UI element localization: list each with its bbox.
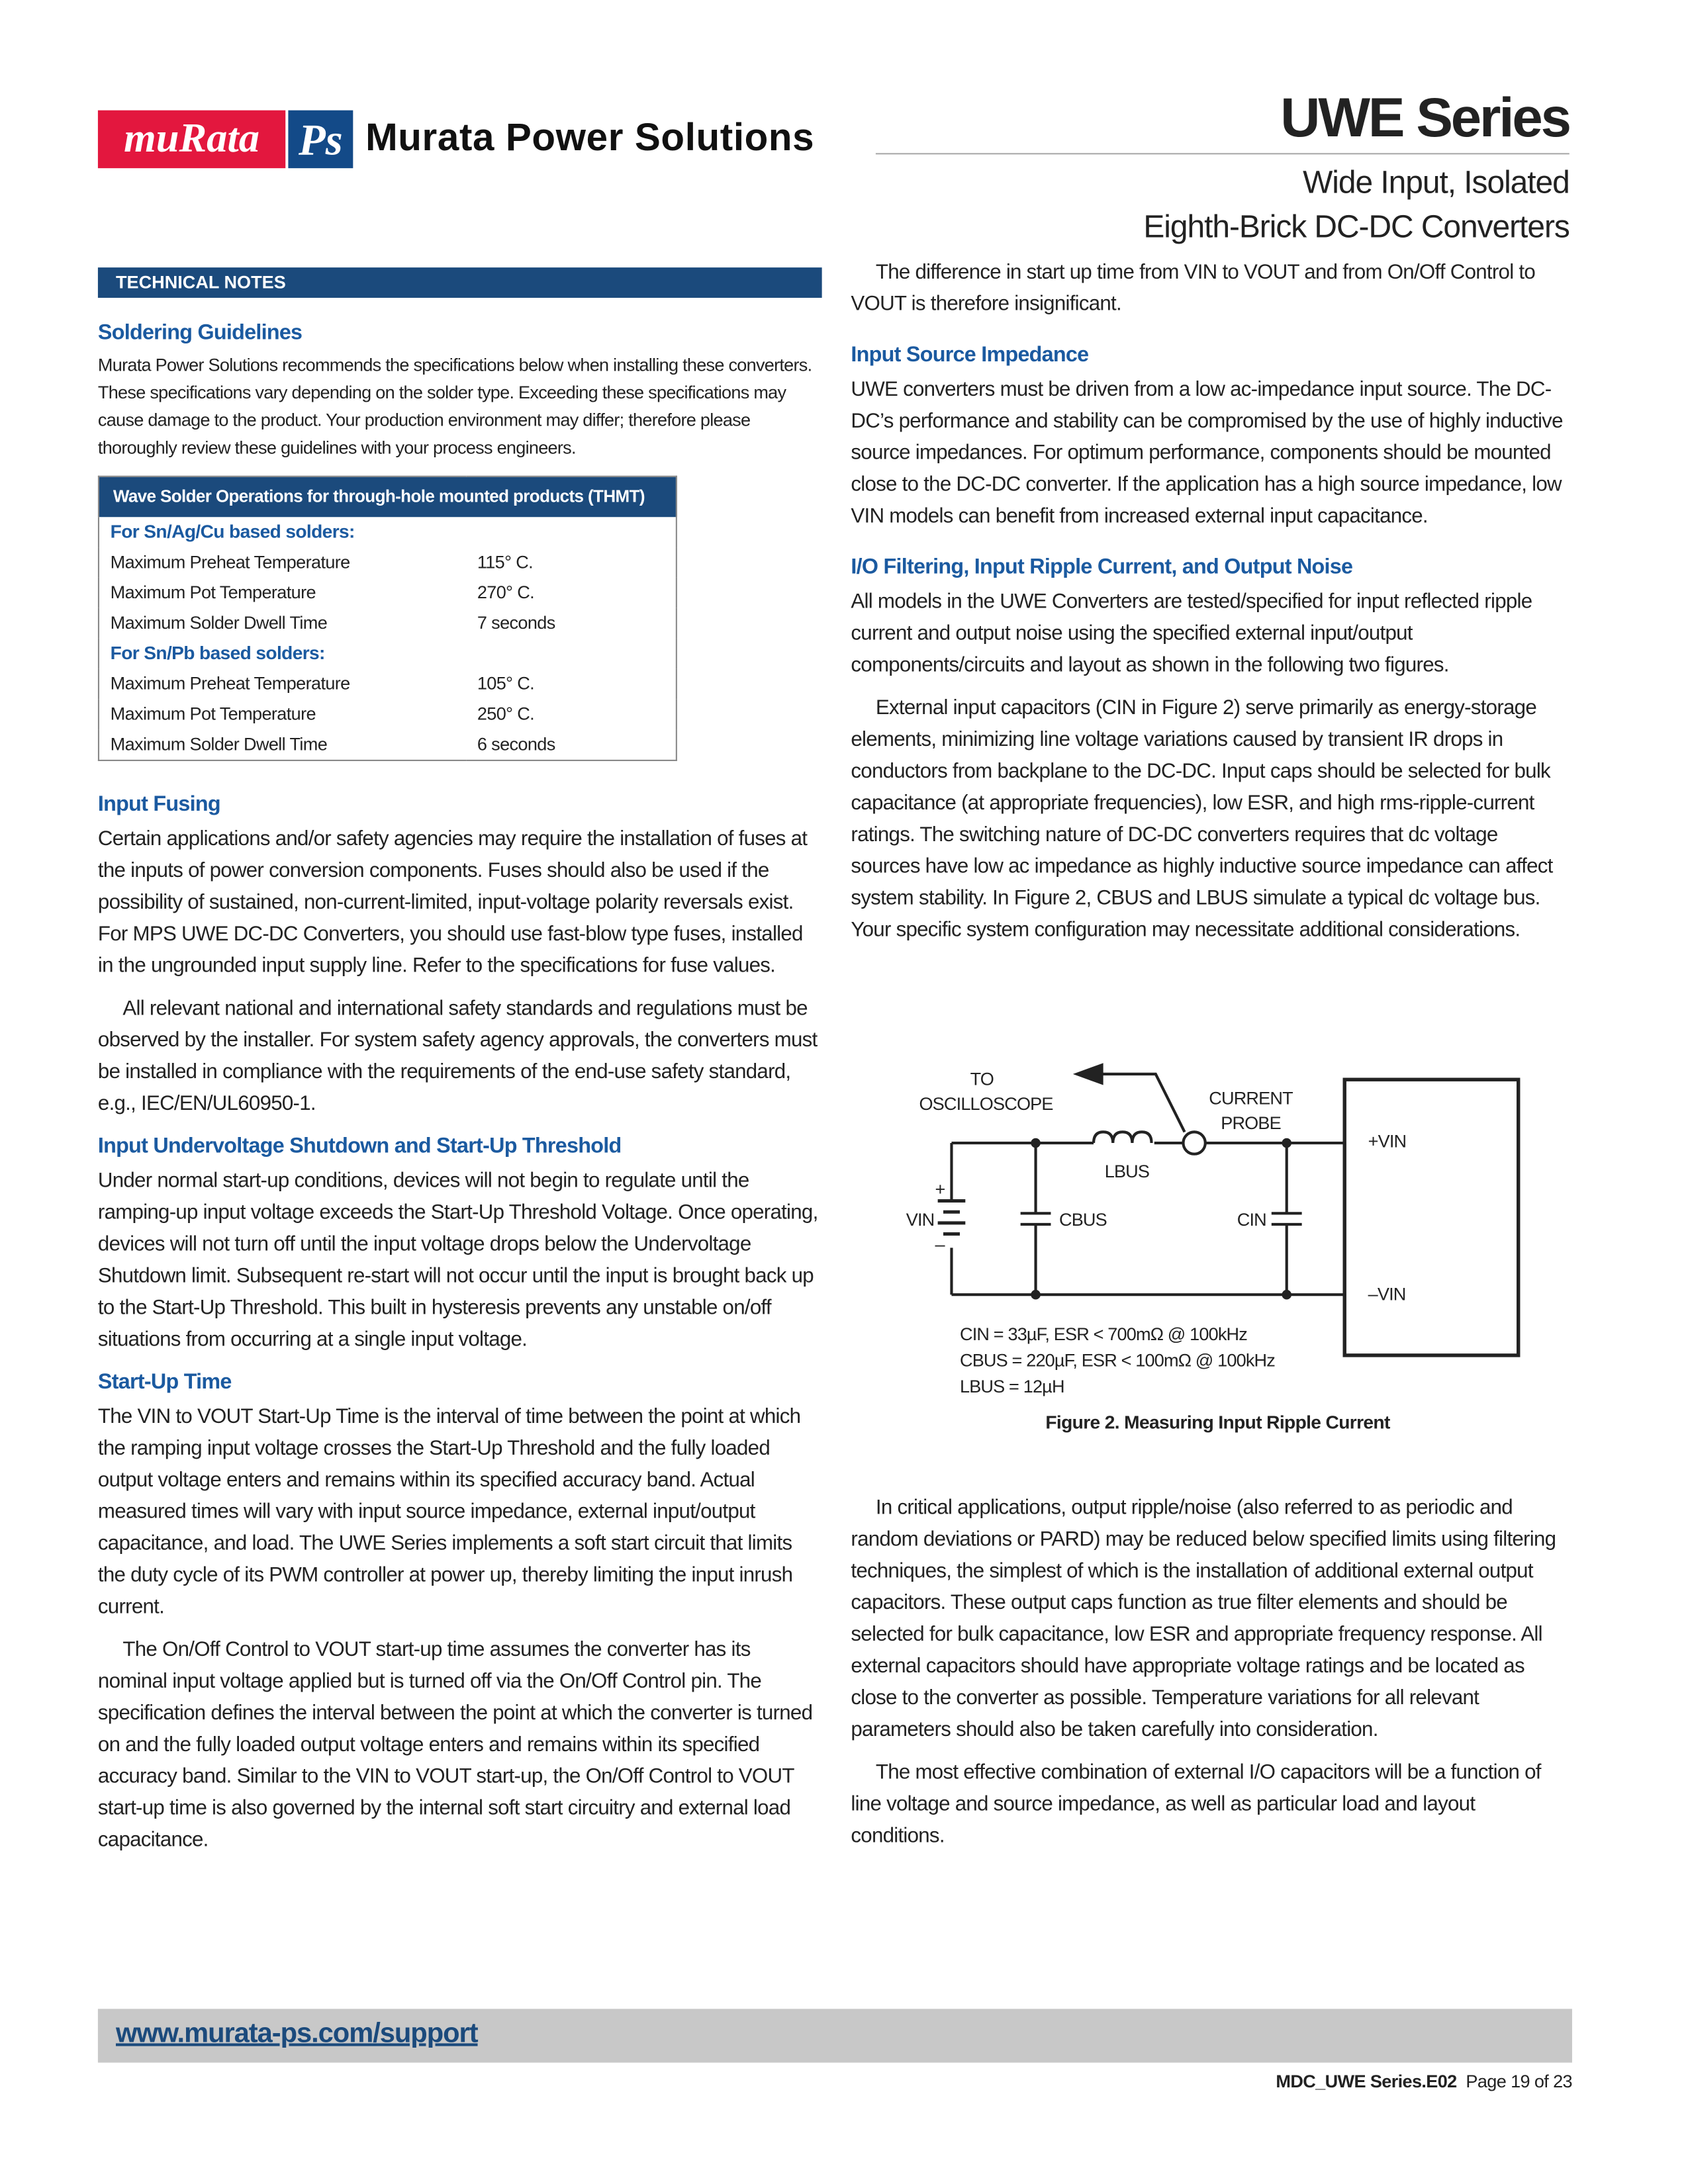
series-title: UWE Series xyxy=(1280,88,1570,149)
heading-input-fusing: Input Fusing xyxy=(97,792,220,817)
paragraph: The most effective combination of external I/O capacitors will be a function of line voltage and source impedance, as well as particular load and layout conditions. xyxy=(851,1760,1541,1848)
paragraph: The difference in start up time from VIN to VOUT and from On/Off Control to VOUT is therefore insignificant. xyxy=(851,260,1536,316)
inductor-icon xyxy=(1094,1132,1151,1143)
paragraph: All models in the UWE Converters are tested/specified for input reflected ripple current and output noise using the specified external input/output components/circuits and layout as shown in the following two figures. xyxy=(851,590,1532,677)
value: 250° C. xyxy=(477,703,535,724)
heading-uvlo: Input Undervoltage Shutdown and Start-Up Threshold xyxy=(97,1134,622,1158)
value: 7 seconds xyxy=(477,612,555,633)
battery-icon xyxy=(938,1201,966,1234)
section-bar: TECHNICAL NOTES xyxy=(98,267,822,298)
param: Maximum Solder Dwell Time xyxy=(110,733,328,754)
value: 6 seconds xyxy=(477,733,555,754)
heading-soldering: Soldering Guidelines xyxy=(97,321,303,345)
page-number: Page 19 of 23 xyxy=(1466,2071,1572,2092)
value: 270° C. xyxy=(477,582,535,603)
paragraph: The VIN to VOUT Start-Up Time is the interval of time between the point at which the ramping input voltage crosses the Start-Up Threshold and the fully loaded output voltage enters and remains within its specified accuracy band. Actual measured times will vary with input source impedance, external input/output capacitance, and load. The UWE Series implements a soft start circuit that limits the duty cycle of its PWM controller at power up, thereby limiting the input inrush current. xyxy=(97,1404,801,1619)
current-probe-icon xyxy=(1183,1132,1205,1154)
table-header: Wave Solder Operations for through-hole mounted products (THMT) xyxy=(99,477,677,517)
soldering-body: Murata Power Solutions recommends the specifications below when installing these converters. These specifications vary depending on the solder type. Exceeding these specifications may cause damage to the product. Your production environment may differ; therefore please thoroughly review these guidelines with your process engineers. xyxy=(97,354,812,458)
paragraph: Under normal start-up conditions, devices will not begin to regulate until the ramping-up input voltage exceeds the Start-Up Threshold Voltage. Once operating, devices will not turn off until the input voltage drops below the Undervoltage Shutdown limit. Subsequent re-start will not occur until the input is brought back up to the Start-Up Threshold. This built in hysteresis prevents any unstable on/off situations from occurring at a single input voltage. xyxy=(97,1169,818,1351)
converter-box xyxy=(1344,1079,1518,1355)
value: 105° C. xyxy=(477,672,535,694)
paragraph: In critical applications, output ripple/noise (also referred to as periodic and random deviations or PARD) may be reduced below specified limits using filtering techniques, the simplest of which is the installation of additional external output capacitors. These output caps function as true filter elements and should be selected for bulk capacitance, low ESR and appropriate frequency response. All external capacitors should have appropriate voltage ratings and be located as close to the converter as possible. Temperature variations for all relevant parameters should also be taken carefully into consideration. xyxy=(851,1496,1556,1742)
support-link[interactable]: www.murata-ps.com/support xyxy=(115,2018,478,2049)
label-probe: PROBE xyxy=(1221,1113,1281,1134)
figure-caption: Figure 2. Measuring Input Ripple Current xyxy=(1045,1412,1390,1433)
label-plus-vin: +VIN xyxy=(1368,1130,1407,1152)
heading-startup: Start-Up Time xyxy=(97,1370,232,1394)
paragraph: UWE converters must be driven from a low ac-impedance input source. The DC-DC’s performance and stability can be compromised by the use of highly inductive source impedances. For optimum performance, components should be mounted close to the DC-DC converter. If the application has a high source impedance, low VIN models can benefit from increased external input capacitance. xyxy=(851,377,1563,528)
doc-id: MDC_UWE Series.E02 xyxy=(1276,2071,1457,2092)
param: Maximum Preheat Temperature xyxy=(110,551,350,572)
note-lbus: LBUS = 12µH xyxy=(959,1376,1064,1397)
heading-source-impedance: Input Source Impedance xyxy=(851,343,1089,367)
cbus-capacitor-icon xyxy=(1021,1143,1051,1295)
paragraph: The On/Off Control to VOUT start-up time assumes the converter has its nominal input voltage applied but is turned off via the On/Off Control pin. The specification defines the interval between the point at which the converter is turned on and the fully loaded output voltage enters and remains within its specified accuracy band. Similar to the VIN to VOUT start-up, the On/Off Control to VOUT start-up time is also governed by the internal soft start circuitry and external load capacitance. xyxy=(97,1637,813,1852)
paragraph: External input capacitors (CIN in Figure 2) serve primarily as energy-storage elements, minimizing line voltage variations caused by transient IR drops in conductors from backplane to the DC-DC. Input caps should be selected for bulk capacitance (at appropriate frequencies), low ESR, and high rms-ripple-current ratings. The switching nature of DC-DC converters requires that dc voltage sources have low ac impedance as highly inductive source impedance can affect system stability. In Figure 2, CBUS and LBUS simulate a typical dc voltage bus. Your specific system configuration may necessitate additional considerations. xyxy=(851,696,1553,942)
probe-lead xyxy=(1100,1074,1184,1132)
label-lbus: LBUS xyxy=(1104,1161,1150,1182)
label-oscilloscope: OSCILLOSCOPE xyxy=(919,1093,1053,1115)
note-cin: CIN = 33µF, ESR < 700mΩ @ 100kHz xyxy=(959,1323,1247,1344)
arrow-icon xyxy=(1073,1063,1103,1085)
subtitle-line-1: Wide Input, Isolated xyxy=(1303,163,1570,201)
ps-logo: Ps xyxy=(288,111,353,168)
param: Maximum Pot Temperature xyxy=(110,582,316,603)
label-current: CURRENT xyxy=(1209,1087,1293,1109)
group-label: For Sn/Pb based solders: xyxy=(110,642,325,664)
label-to: TO xyxy=(970,1068,994,1089)
param: Maximum Solder Dwell Time xyxy=(110,612,328,633)
subtitle-line-2: Eighth-Brick DC-DC Converters xyxy=(1143,208,1570,244)
page-info xyxy=(1276,2071,1572,2091)
label-cin: CIN xyxy=(1237,1209,1266,1230)
label-minus-vin: –VIN xyxy=(1368,1283,1406,1304)
cin-capacitor-icon xyxy=(1272,1143,1302,1295)
group-label: For Sn/Ag/Cu based solders: xyxy=(110,521,355,542)
param: Maximum Preheat Temperature xyxy=(110,672,350,694)
right-column-lower xyxy=(851,1492,1570,1862)
footer-bar xyxy=(98,2009,1572,2062)
label-minus: – xyxy=(935,1234,945,1255)
paragraph: Certain applications and/or safety agencies may require the installation of fuses at the inputs of power conversion components. Fuses should also be used if the possibility of sustained, non-current-limited, input-voltage polarity reversals exist. For MPS UWE DC-DC Converters, you should use fast-blow type fuses, installed in the ungrounded input supply line. Refer to the specifications for fuse values. xyxy=(97,827,808,978)
label-plus: + xyxy=(935,1179,945,1200)
company-name: Murata Power Solutions xyxy=(365,115,815,159)
param: Maximum Pot Temperature xyxy=(110,703,316,724)
note-cbus: CBUS = 220µF, ESR < 100mΩ @ 100kHz xyxy=(959,1349,1275,1371)
label-vin: VIN xyxy=(906,1209,935,1230)
label-cbus: CBUS xyxy=(1058,1209,1107,1230)
murata-logo: muRata xyxy=(98,111,285,168)
heading-io-filtering: I/O Filtering, Input Ripple Current, and Output Noise xyxy=(851,555,1353,579)
value: 115° C. xyxy=(477,551,534,572)
paragraph: All relevant national and international safety standards and regulations must be observed by the installer. For system safety agency approvals, the converters must be installed in compliance with the requirements of the end-use safety standard, e.g., IEC/EN/UL60950-1. xyxy=(97,997,818,1116)
